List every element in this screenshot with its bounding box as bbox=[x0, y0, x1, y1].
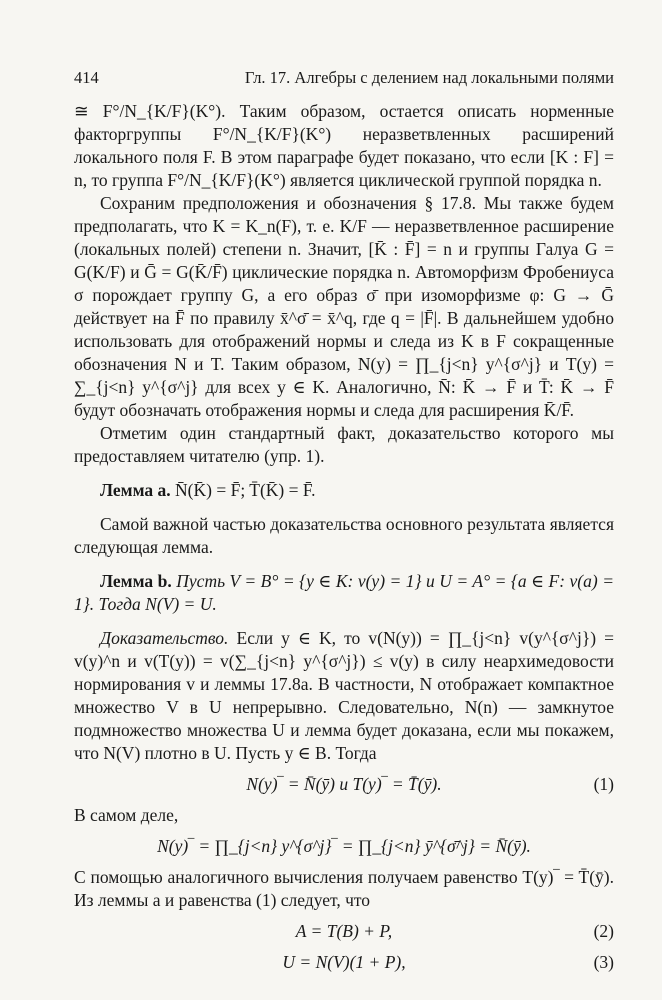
lemma-b-head: Лемма b. bbox=[100, 571, 172, 591]
page-body bbox=[74, 100, 614, 982]
equation-3-body: U = N(V)(1 + P), bbox=[282, 952, 406, 972]
proof bbox=[74, 627, 614, 765]
equation-2-number: (2) bbox=[593, 921, 614, 941]
paragraph-4: Самой важной частью доказательства основного результата является следующая лемма. bbox=[74, 514, 614, 557]
equation-unnumbered bbox=[74, 835, 614, 858]
running-header bbox=[74, 66, 614, 89]
equation-1-number: (1) bbox=[593, 774, 614, 794]
equation-1-body: N(y)‾ = N̄(ȳ) и T(y)‾ = T̄(ȳ). bbox=[246, 774, 442, 794]
equation-2 bbox=[74, 920, 614, 943]
paragraph-2: Сохраним предположения и обозначения § 17.8. Мы также будем предполагать, что K = K_n(F), т. е. K/F — неразветвленное расширение (локальных полей) степени n. Значит, [K̄ : F̄] = n и группы Галуа G = G(K/F) и Ḡ = G(K̄/F̄) циклические порядка n. Автоморфизм Фробениуса σ порождает группу G, а его образ σ̄ при изоморфизме φ: G → Ḡ действует на F̄ по правилу x̄^σ̄ = x̄^q, где q = |F̄|. В дальнейшем удобно использовать для отображений нормы и следа из K в F сокращенные обозначения N и T. Таким образом, N(y) = ∏_{j<n} y^{σ^j} и T(y) = ∑_{j<n} y^{σ^j} для всех y ∈ K. Аналогично, N̄: K̄ → F̄ и T̄: K̄ → F̄ будут обозначать отображения нормы и следа для расширения K̄/F̄. bbox=[74, 193, 614, 420]
equation-3 bbox=[74, 951, 614, 974]
paragraph-5: В самом деле, bbox=[74, 805, 179, 825]
equation-3-number: (3) bbox=[593, 952, 614, 972]
equation-2-body: A = T(B) + P, bbox=[295, 921, 393, 941]
lemma-a bbox=[74, 479, 614, 502]
equation-unnumbered-body: N(y)‾ = ∏_{j<n} y^{σ^j}‾ = ∏_{j<n} ȳ^{σ̄^j} = N̄(ȳ). bbox=[157, 836, 531, 856]
running-title: Гл. 17. Алгебры с делением над локальными полями bbox=[244, 68, 614, 87]
paragraph-6: С помощью аналогичного вычисления получаем равенство T(y)‾ = T̄(ȳ). Из леммы a и равенства (1) следует, что bbox=[74, 867, 614, 910]
paragraph-3: Отметим один стандартный факт, доказательство которого мы предоставляем читателю (упр. 1). bbox=[74, 423, 614, 466]
lemma-b-text: Пусть V = B° = {y ∈ K: v(y) = 1} и U = A° = {a ∈ F: v(a) = 1}. Тогда N(V) = U. bbox=[74, 571, 615, 614]
proof-text: Если y ∈ K, то v(N(y)) = ∏_{j<n} v(y^{σ^j}) = v(y)^n и v(T(y)) = v(∑_{j<n} y^{σ^j}) ≤ v(y) в силу неархимедовости нормирования v и леммы 17.8a. В частности, N отображает компактное множество V в U непрерывно. Следовательно, N(n) — замкнутое подмножество множества U и лемма будет доказана, если мы покажем, что N(V) плотно в U. Пусть y ∈ B. Тогда bbox=[74, 628, 614, 763]
lemma-a-head: Лемма a. bbox=[100, 480, 171, 500]
paragraph-1: ≅ F°/N_{K/F}(K°). Таким образом, остается описать норменные факторгруппы F°/N_{K/F}(K°) неразветвленных расширений локального поля F. В этом параграфе будет показано, что если [K : F] = n, то группа F°/N_{K/F}(K°) является циклической группой порядка n. bbox=[74, 101, 614, 190]
equation-1 bbox=[74, 773, 614, 796]
page-number: 414 bbox=[74, 68, 99, 87]
lemma-a-text: N̄(K̄) = F̄; T̄(K̄) = F̄. bbox=[175, 480, 316, 500]
lemma-b bbox=[74, 570, 614, 616]
proof-head: Доказательство. bbox=[100, 628, 229, 648]
